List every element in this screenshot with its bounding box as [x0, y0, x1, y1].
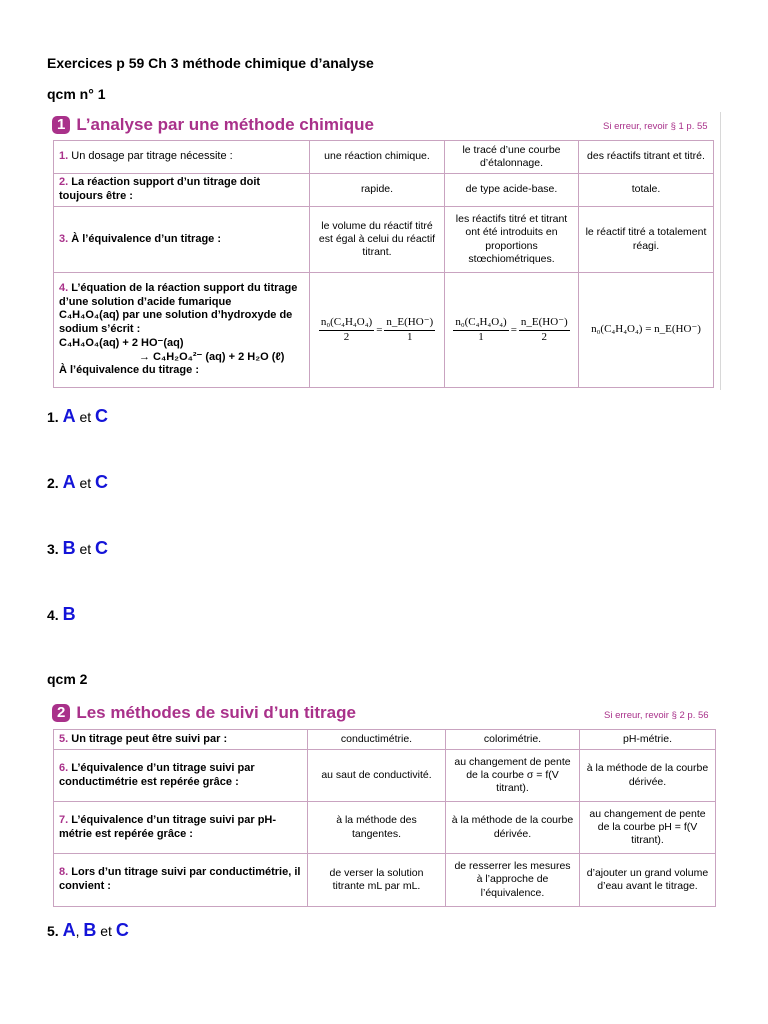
option-1b: le tracé d’une courbe d’étalonnage.	[445, 141, 579, 174]
option-4c: n₀(C₄H₄O₄) = n_E(HO⁻)	[579, 273, 714, 388]
option-5b: colorimétrie.	[446, 730, 580, 750]
option-7b: à la méthode de la courbe dérivée.	[446, 802, 580, 854]
section2-title: Les méthodes de suivi d’un titrage	[76, 703, 356, 722]
question-4: 4. L’équation de la réaction support du titrage d’une solution d’acide fumarique C₄H₄O₄(aq) par une solution d’hydroxyde de sodium s’écrit : C₄H₄O₄(aq) + 2 HO⁻(aq) → C₄H₂O₄²⁻ (aq) + 2 H₂O (ℓ) À l’équivalence du titrage :	[54, 273, 310, 388]
qcm2-table	[53, 729, 716, 907]
qcm1-table	[53, 140, 714, 388]
option-3a: le volume du réactif titré est égal à celui du réactif titrant.	[310, 207, 445, 273]
question-2: 2. La réaction support d’un titrage doit toujours être :	[54, 174, 310, 207]
option-2a: rapide.	[310, 174, 445, 207]
table-row	[54, 750, 716, 802]
question-7: 7. L’équivalence d’un titrage suivi par pH-métrie est repérée grâce :	[54, 802, 308, 854]
section1-badge: 1	[52, 116, 70, 134]
table-row	[54, 802, 716, 854]
option-5a: conductimétrie.	[308, 730, 446, 750]
option-3c: le réactif titré a totalement réagi.	[579, 207, 714, 273]
section1-banner	[52, 115, 374, 135]
option-7c: au changement de pente de la courbe pH = f(V titrant).	[580, 802, 716, 854]
answer-4: 4. B	[47, 604, 76, 624]
question-3: 3. À l’équivalence d’un titrage :	[54, 207, 310, 273]
question-6: 6. L’équivalence d’un titrage suivi par conductimétrie est repérée grâce :	[54, 750, 308, 802]
option-4b: $\frac{\text{n₀(C₄H₄O₄)}}{1}$ = $\frac{n\_E(HO^-)}{2}$	[445, 273, 579, 388]
option-4a: $\frac{\text{n₀(C₄H₄O₄)}}{2}$ = $\frac{n\_E(HO^-)}{1}$	[310, 273, 445, 388]
option-7a: à la méthode des tangentes.	[308, 802, 446, 854]
option-2c: totale.	[579, 174, 714, 207]
option-8c: d’ajouter un grand volume d’eau avant le titrage.	[580, 854, 716, 907]
option-1c: des réactifs titrant et titré.	[579, 141, 714, 174]
section1-title: L’analyse par une méthode chimique	[76, 115, 374, 134]
section2-ref: Si erreur, revoir § 2 p. 56	[604, 710, 709, 721]
question-1: 1. Un dosage par titrage nécessite :	[54, 141, 310, 174]
option-6c: à la méthode de la courbe dérivée.	[580, 750, 716, 802]
question-8: 8. Lors d’un titrage suivi par conductimétrie, il convient :	[54, 854, 308, 907]
qcm1-label: qcm n° 1	[47, 86, 106, 102]
option-5c: pH-métrie.	[580, 730, 716, 750]
table-row	[54, 174, 714, 207]
table-row	[54, 273, 714, 388]
option-3b: les réactifs titré et titrant ont été introduits en proportions stœchiométriques.	[445, 207, 579, 273]
table-row	[54, 207, 714, 273]
answer-1: 1. A et C	[47, 406, 109, 426]
option-2b: de type acide-base.	[445, 174, 579, 207]
table-row	[54, 730, 716, 750]
answer-2: 2. A et C	[47, 472, 109, 492]
table-row	[54, 854, 716, 907]
qcm2-label: qcm 2	[47, 671, 88, 687]
answer-3: 3. B et C	[47, 538, 109, 558]
option-8b: de resserrer les mesures à l’approche de l’équivalence.	[446, 854, 580, 907]
option-1a: une réaction chimique.	[310, 141, 445, 174]
page-title: Exercices p 59 Ch 3 méthode chimique d’analyse	[47, 55, 374, 71]
section2-badge: 2	[52, 704, 70, 722]
question-5: 5. Un titrage peut être suivi par :	[54, 730, 308, 750]
section2-banner	[52, 703, 356, 723]
section1-ref: Si erreur, revoir § 1 p. 55	[603, 121, 708, 132]
table-row	[54, 141, 714, 174]
answer-5: 5. A, B et C	[47, 920, 129, 940]
option-6b: au changement de pente de la courbe σ = f(V titrant).	[446, 750, 580, 802]
option-8a: de verser la solution titrante mL par mL.	[308, 854, 446, 907]
page-edge-rule	[720, 112, 721, 390]
option-6a: au saut de conductivité.	[308, 750, 446, 802]
